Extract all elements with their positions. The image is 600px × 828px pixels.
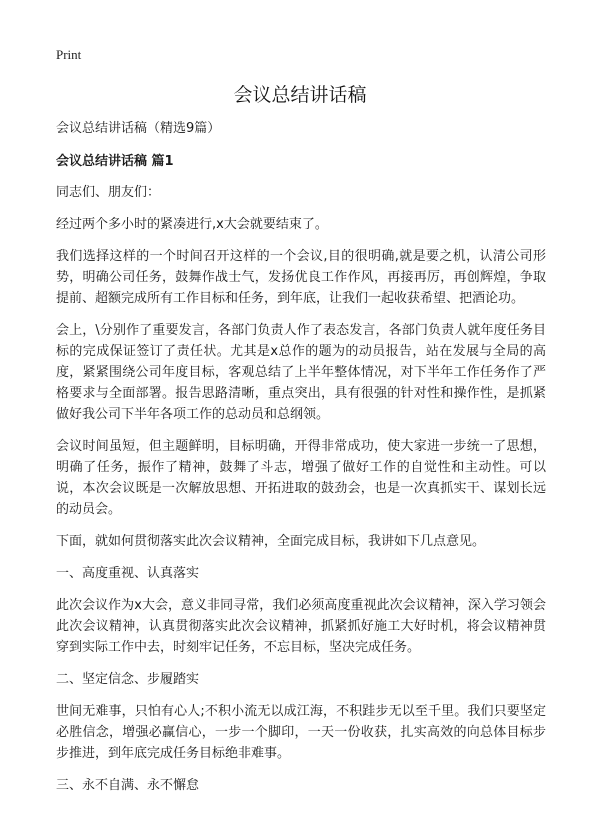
paragraph: 世间无难事，只怕有心人;不积小流无以成江海，不积跬步无以至千里。我们只要坚定必胜信念，增强必赢信心，一步一个脚印，一天一份收获，扎实高效的向总体目标步步推进，到年底完成任务目标绝非难事。 (56, 704, 546, 761)
document-body (56, 118, 546, 807)
section-heading: 会议总结讲话稿 篇1 (56, 154, 174, 169)
paragraph: 我们选择这样的一个时间召开这样的一个会议,目的很明确,就是要之机，认清公司形势，明确公司任务，鼓舞作战士气，发扬优良工作作风，再接再厉，再创辉煌，争取提前、超额完成所有工作目标和任务，到年底，让我们一起收获希望、把酒论功。 (56, 249, 546, 306)
subheading-1: 一、高度重视、认真落实 (56, 566, 200, 581)
document-subtitle: 会议总结讲话稿（精选9篇） (56, 121, 221, 136)
paragraph: 此次会议作为x大会，意义非同寻常，我们必须高度重视此次会议精神，深入学习领会此次会议精神，认真贯彻落实此次会议精神，抓紧抓好施工大好时机，将会议精神贯穿到实际工作中去，时刻牢记任务，不忘目标，坚决完成任务。 (56, 598, 546, 655)
paragraph: 下面，就如何贯彻落实此次会议精神，全面完成目标，我讲如下几点意见。 (56, 534, 486, 549)
subheading-2: 二、坚定信念、步履踏实 (56, 672, 200, 687)
subheading-3: 三、永不自满、永不懈怠 (56, 778, 200, 793)
paragraph: 经过两个多小时的紧凑进行,x大会就要结束了。 (56, 217, 328, 232)
document-title: 会议总结讲话稿 (233, 84, 367, 106)
paragraph: 会上，\分别作了重要发言，各部门负责人作了表态发言，各部门负责人就年度任务目标的完成保证签订了责任状。尤其是x总作的题为的动员报告，站在发展与全局的高度，紧紧围绕公司年度目标，客观总结了上半年整体情况，对下半年工作任务作了严格要求与全面部署。报告思路清晰，重点突出，具有很强的针对性和操作性，是抓紧做好我公司下半年各项工作的总动员和总纲领。 (56, 323, 546, 422)
paragraph-greeting: 同志们、朋友们： (56, 185, 161, 200)
print-link[interactable]: Print (56, 47, 82, 62)
paragraph: 会议时间虽短，但主题鲜明，目标明确，开得非常成功，使大家进一步统一了思想，明确了任务，振作了精神，鼓舞了斗志，增强了做好工作的自觉性和主动性。可以说，本次会议既是一次解放思想、开拓进取的鼓劲会，也是一次真抓实干、谋划长远的动员会。 (56, 439, 546, 517)
